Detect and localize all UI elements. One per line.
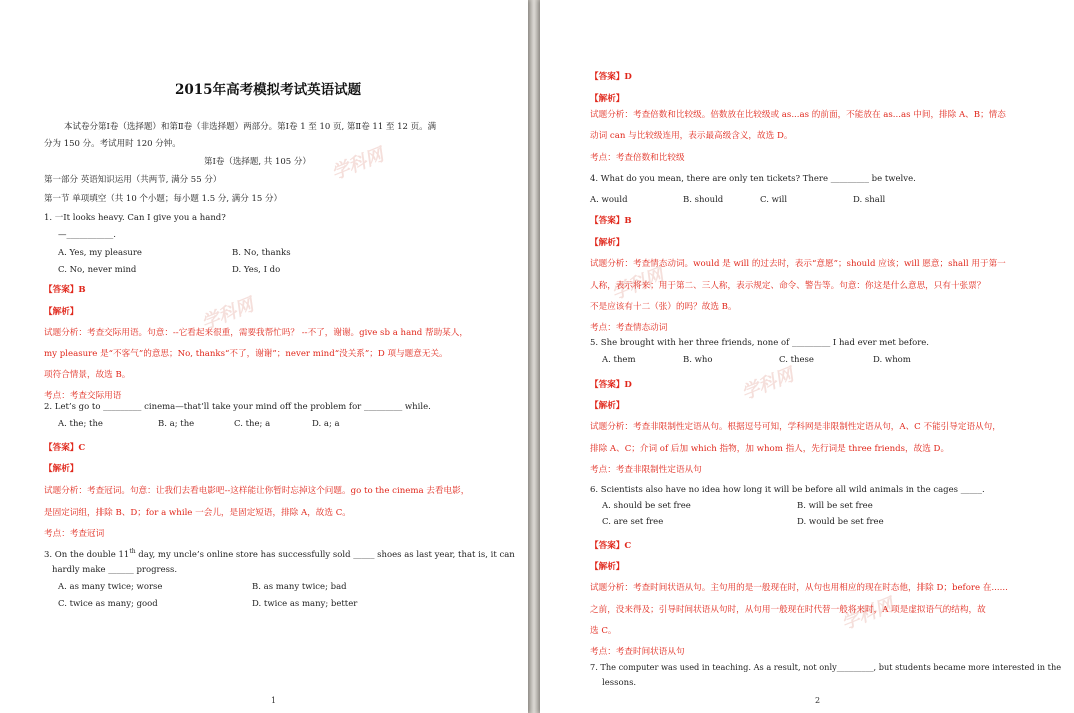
- analysis-label: 【解析】: [590, 401, 625, 411]
- analysis-label: 【解析】: [44, 464, 79, 474]
- superscript: th: [129, 548, 136, 555]
- answer-label: 【答案】B: [590, 216, 632, 226]
- answer-label: 【答案】C: [590, 541, 632, 551]
- watermark: 学科网: [608, 264, 667, 305]
- analysis-text: 试题分析：考查非限制性定语从句。根据逗号可知，学科网是非限制性定语从句，A、C 不能引导定语从句，: [590, 422, 1001, 432]
- question-3-part: day, my uncle’s online store has successfully sold _____ shoes as last year, that is, it can: [135, 549, 515, 560]
- analysis-text: 项符合情景，故选 B。: [44, 370, 131, 380]
- watermark: 学科网: [198, 294, 257, 335]
- option-c: C. the; a: [234, 419, 271, 429]
- option-d: D. would be set free: [797, 517, 884, 527]
- question-6: 6. Scientists also have no idea how long it will be before all wild animals in the cages _____.: [590, 485, 985, 495]
- question-1: 1. 一It looks heavy. Can I give you a hand?: [44, 213, 226, 223]
- analysis-text: 之前，没来得及；引导时间状语从句时，从句用一般现在时代替一般将来时，A 项是虚拟语气的结构，故: [590, 605, 986, 615]
- analysis-text: 试题分析：考查冠词。句意：让我们去看电影吧--这样能让你暂时忘掉这个问题。go to the cinema 去看电影，: [44, 486, 470, 496]
- analysis-text: 排除 A、C；介词 of 后加 which 指物，加 whom 指人，先行词是 three friends，故选 D。: [590, 444, 950, 454]
- intro-line: 本试卷分第Ⅰ卷（选择题）和第Ⅱ卷（非选择题）两部分。第Ⅰ卷 1 至 10 页, 第Ⅱ卷 11 至 12 页。满: [64, 122, 437, 132]
- page-number: 2: [815, 696, 821, 705]
- option-c: C. twice as many; good: [58, 599, 158, 609]
- option-d: D. whom: [873, 355, 911, 365]
- answer-label: 【答案】B: [44, 285, 86, 295]
- part-heading: 第一部分 英语知识运用（共两节, 满分 55 分）: [44, 175, 222, 185]
- subsection-heading: 第一节 单项填空（共 10 个小题；每小题 1.5 分, 满分 15 分）: [44, 194, 282, 204]
- answer-label: 【答案】C: [44, 443, 86, 453]
- analysis-text: 试题分析：考查时间状语从句。主句用的是一般现在时，从句也用相应的现在时态他，排除 D；before 在......: [590, 583, 1008, 593]
- analysis-text: 是固定词组，排除 B、D；for a while 一会儿，是固定短语，排除 A，故选 C。: [44, 508, 351, 518]
- question-4: 4. What do you mean, there are only ten tickets? There _________ be twelve.: [590, 174, 916, 184]
- document-page-1: [0, 0, 528, 713]
- option-c: C. No, never mind: [58, 265, 137, 275]
- analysis-text: 人称，表示将来；用于第二、三人称，表示规定、命令、警告等。句意：你这是什么意思，只有十张票？: [590, 281, 986, 291]
- option-a: A. them: [602, 355, 636, 365]
- option-d: D. Yes, I do: [232, 265, 281, 275]
- topic-label: 考点：考查时间状语从句: [590, 647, 685, 657]
- answer-blank: —___________.: [58, 230, 116, 240]
- option-b: B. a; the: [158, 419, 195, 429]
- answer-label: 【答案】D: [590, 72, 632, 82]
- answer-label: 【答案】D: [590, 380, 632, 390]
- analysis-text: 选 C。: [590, 626, 617, 636]
- option-b: B. No, thanks: [232, 248, 291, 258]
- option-d: D. shall: [853, 195, 886, 205]
- option-a: A. as many twice; worse: [58, 582, 163, 592]
- page-title: 2015年高考模拟考试英语试题: [175, 82, 362, 98]
- watermark: 学科网: [738, 364, 797, 405]
- intro-line: 分为 150 分。考试用时 120 分钟。: [44, 139, 181, 149]
- option-a: A. the; the: [58, 419, 103, 429]
- analysis-label: 【解析】: [44, 307, 79, 317]
- question-2: 2. Let’s go to _________ cinema—that’ll take your mind off the problem for _________ while.: [44, 402, 431, 412]
- option-d: D. twice as many; better: [252, 599, 358, 609]
- option-b: B. who: [683, 355, 713, 365]
- topic-label: 考点：考查非限制性定语从句: [590, 465, 702, 475]
- option-d: D. a; a: [312, 419, 340, 429]
- topic-label: 考点：考查冠词: [44, 529, 105, 539]
- analysis-label: 【解析】: [590, 562, 625, 572]
- question-7: 7. The computer was used in teaching. As a result, not only_________, but students became more interested in the: [590, 662, 1062, 672]
- analysis-text: 不是应该有十二（张）的吗？故选 B。: [590, 302, 737, 312]
- analysis-text: 试题分析：考查倍数和比较级。倍数放在比较级或 as...as 的前面，不能放在 as...as 中间，排除 A、B；情态: [590, 110, 1006, 120]
- analysis-label: 【解析】: [590, 94, 625, 104]
- option-b: B. will be set free: [797, 501, 873, 511]
- option-a: A. Yes, my pleasure: [58, 248, 142, 258]
- analysis-text: my pleasure 是“不客气”的意思；No, thanks“不了，谢谢”；never mind“没关系”；D 项与题意无关。: [44, 349, 448, 359]
- watermark: 学科网: [838, 594, 897, 635]
- question-3-cont: hardly make ______ progress.: [52, 565, 178, 575]
- topic-label: 考点：考查交际用语: [44, 391, 122, 401]
- section-heading: 第Ⅰ卷（选择题, 共 105 分）: [204, 157, 311, 167]
- option-a: A. should be set free: [602, 501, 691, 511]
- question-7-cont: lessons.: [602, 678, 637, 688]
- option-c: C. these: [779, 355, 814, 365]
- watermark: 学科网: [328, 144, 387, 185]
- topic-label: 考点：考查情态动词: [590, 323, 668, 333]
- document-page-2: [540, 0, 1074, 713]
- option-b: B. as many twice; bad: [252, 582, 347, 592]
- analysis-text: 试题分析：考查情态动词。would 是 will 的过去时，表示“意愿”；should 应该；will 愿意；shall 用于第一: [590, 259, 1006, 269]
- page-number: 1: [271, 696, 277, 705]
- analysis-text: 试题分析：考查交际用语。句意：--它看起来很重，需要我帮忙吗？ --不了，谢谢。give sb a hand 帮助某人，: [44, 328, 468, 338]
- option-b: B. should: [683, 195, 724, 205]
- analysis-label: 【解析】: [590, 238, 625, 248]
- question-5: 5. She brought with her three friends, none of _________ I had ever met before.: [590, 338, 930, 348]
- question-3: [44, 548, 515, 560]
- topic-label: 考点：考查倍数和比较级: [590, 153, 685, 163]
- option-a: A. would: [590, 195, 628, 205]
- page-gutter: [528, 0, 540, 713]
- option-c: C. are set free: [602, 517, 664, 527]
- question-3-part: 3. On the double 11: [44, 549, 130, 560]
- analysis-text: 动词 can 与比较级连用，表示最高级含义，故选 D。: [590, 131, 793, 141]
- option-c: C. will: [760, 195, 788, 205]
